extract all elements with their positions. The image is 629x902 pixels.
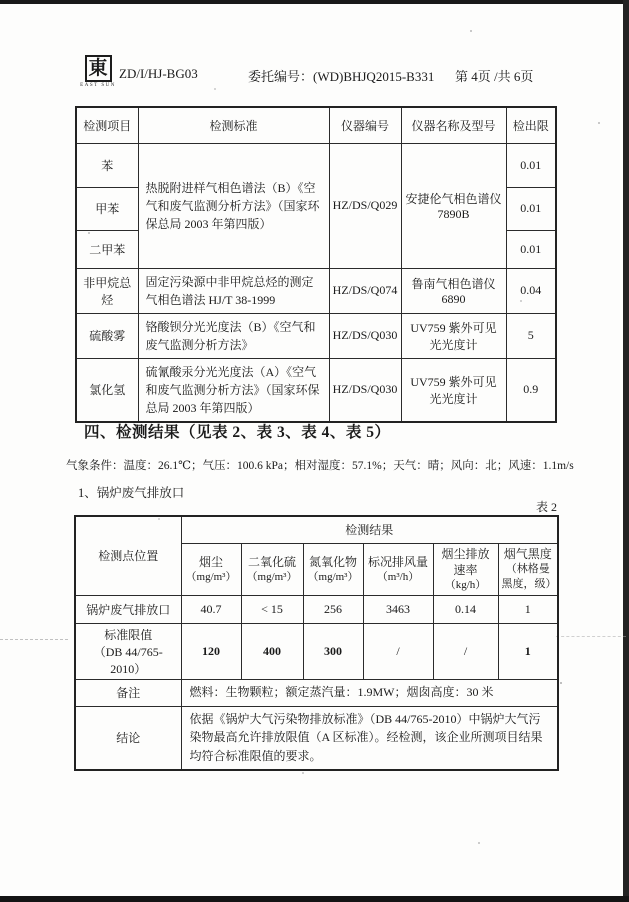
scan-noise-specks bbox=[0, 0, 2, 2]
table-row bbox=[76, 313, 556, 358]
item-name: 非甲烷总烃 bbox=[76, 268, 138, 313]
table2-corner-header: 检测点位置 bbox=[75, 516, 181, 595]
logo-caption: EAST SUN bbox=[80, 83, 116, 88]
detection-items-table bbox=[75, 106, 557, 423]
instrument-no: HZ/DS/Q074 bbox=[329, 268, 401, 313]
subsection-title: 1、锅炉废气排放口 bbox=[78, 486, 185, 500]
detection-limit: 5 bbox=[506, 313, 556, 358]
limit-dust: 120 bbox=[181, 623, 241, 679]
table1-header-instrument-no: 仪器编号 bbox=[329, 107, 401, 143]
value-so2: < 15 bbox=[241, 595, 303, 623]
instrument-no: HZ/DS/Q029 bbox=[329, 143, 401, 268]
value-nox: 256 bbox=[303, 595, 363, 623]
remark-label: 备注 bbox=[75, 679, 181, 706]
table1-header-limit: 检出限 bbox=[506, 107, 556, 143]
table-row bbox=[75, 706, 558, 769]
value-airflow: 3463 bbox=[363, 595, 433, 623]
measure-point-label: 锅炉废气排放口 bbox=[75, 595, 181, 623]
section-title: 四、检测结果（见表 2、表 3、表 4、表 5） bbox=[84, 424, 391, 441]
remark-text: 燃料：生物颗粒；额定蒸汽量：1.9MW；烟囱高度：30 米 bbox=[181, 679, 558, 706]
standard-text: 硫氰酸汞分光光度法（A）《空气和废气监测分析方法》（国家环保总局 2003 年第四版） bbox=[138, 358, 329, 422]
page-number: 第 4页 /共 6页 bbox=[455, 69, 534, 84]
instrument-name: 安捷伦气相色谱仪 7890B bbox=[401, 143, 506, 268]
table1-header-standard: 检测标准 bbox=[138, 107, 329, 143]
item-name: 硫酸雾 bbox=[76, 313, 138, 358]
conclusion-label: 结论 bbox=[75, 706, 181, 769]
company-logo bbox=[80, 55, 116, 88]
commission-number: 委托编号：(WD)BHJQ2015-B331 bbox=[248, 69, 435, 84]
limit-blackness: 1 bbox=[498, 623, 558, 679]
item-name: 氯化氢 bbox=[76, 358, 138, 422]
instrument-name: UV759 紫外可见光光度计 bbox=[401, 358, 506, 422]
document-code: ZD/I/HJ-BG03 bbox=[119, 66, 198, 81]
weather-conditions: 气象条件：温度：26.1℃；气压：100.6 kPa；相对湿度：57.1%；天气：晴；风向：北；风速：1.1m/s bbox=[66, 460, 574, 472]
detection-limit: 0.04 bbox=[506, 268, 556, 313]
value-dust-rate: 0.14 bbox=[433, 595, 498, 623]
table-row bbox=[75, 595, 558, 623]
detection-limit: 0.9 bbox=[506, 358, 556, 422]
table2-results-header: 检测结果 bbox=[181, 516, 558, 543]
item-name: 甲苯 bbox=[76, 187, 138, 230]
standard-text: 热脱附进样气相色谱法（B）《空气和废气监测分析方法》（国家环保总局 2003 年第四版） bbox=[138, 143, 329, 268]
standard-text: 铬酸钡分光光度法（B）《空气和废气监测分析方法》 bbox=[138, 313, 329, 358]
scan-artifact-line-right bbox=[556, 636, 626, 637]
detection-limit: 0.01 bbox=[506, 187, 556, 230]
instrument-name: UV759 紫外可见光光度计 bbox=[401, 313, 506, 358]
instrument-no: HZ/DS/Q030 bbox=[329, 313, 401, 358]
col-header-blackness: 烟气黑度 （林格曼黑度，级） bbox=[498, 543, 558, 595]
table1-header-instrument-name: 仪器名称及型号 bbox=[401, 107, 506, 143]
table-row bbox=[76, 358, 556, 422]
col-header-so2: 二氧化硫 （mg/m³） bbox=[241, 543, 303, 595]
boiler-results-table bbox=[74, 515, 559, 771]
logo-seal-icon bbox=[85, 55, 112, 82]
limit-airflow: / bbox=[363, 623, 433, 679]
scan-artifact-line-left bbox=[0, 639, 68, 640]
instrument-name: 鲁南气相色谱仪 6890 bbox=[401, 268, 506, 313]
standard-text: 固定污染源中非甲烷总烃的测定气相色谱法 HJ/T 38-1999 bbox=[138, 268, 329, 313]
col-header-nox: 氮氧化物 （mg/m³） bbox=[303, 543, 363, 595]
scan-edge-bottom bbox=[0, 896, 629, 902]
limit-dust-rate: / bbox=[433, 623, 498, 679]
table2-label: 表 2 bbox=[535, 500, 557, 514]
item-name: 二甲苯 bbox=[76, 230, 138, 268]
table-row bbox=[75, 623, 558, 679]
value-blackness: 1 bbox=[498, 595, 558, 623]
col-header-dust-rate: 烟尘排放 速率 （kg/h） bbox=[433, 543, 498, 595]
col-header-dust: 烟尘 （mg/m³） bbox=[181, 543, 241, 595]
table1-header-row bbox=[76, 107, 556, 143]
limit-nox: 300 bbox=[303, 623, 363, 679]
table1-header-item: 检测项目 bbox=[76, 107, 138, 143]
col-header-airflow: 标况排风量 （m³/h） bbox=[363, 543, 433, 595]
limit-label: 标准限值 （DB 44/765-2010） bbox=[75, 623, 181, 679]
logo-glyph: 東 bbox=[88, 58, 108, 79]
scan-edge-right bbox=[623, 0, 629, 902]
conclusion-text: 依据《锅炉大气污染物排放标准》（DB 44/765-2010）中锅炉大气污染物最高允许排放限值（A 区标准）。经检测，该企业所测项目结果均符合标准限值的要求。 bbox=[181, 706, 558, 769]
detection-limit: 0.01 bbox=[506, 143, 556, 187]
limit-so2: 400 bbox=[241, 623, 303, 679]
table-row bbox=[76, 268, 556, 313]
table-row bbox=[76, 143, 556, 187]
value-dust: 40.7 bbox=[181, 595, 241, 623]
instrument-no: HZ/DS/Q030 bbox=[329, 358, 401, 422]
table-row bbox=[75, 679, 558, 706]
detection-limit: 0.01 bbox=[506, 230, 556, 268]
table2-header-row-1 bbox=[75, 516, 558, 543]
scan-edge-top bbox=[0, 0, 629, 4]
item-name: 苯 bbox=[76, 143, 138, 187]
